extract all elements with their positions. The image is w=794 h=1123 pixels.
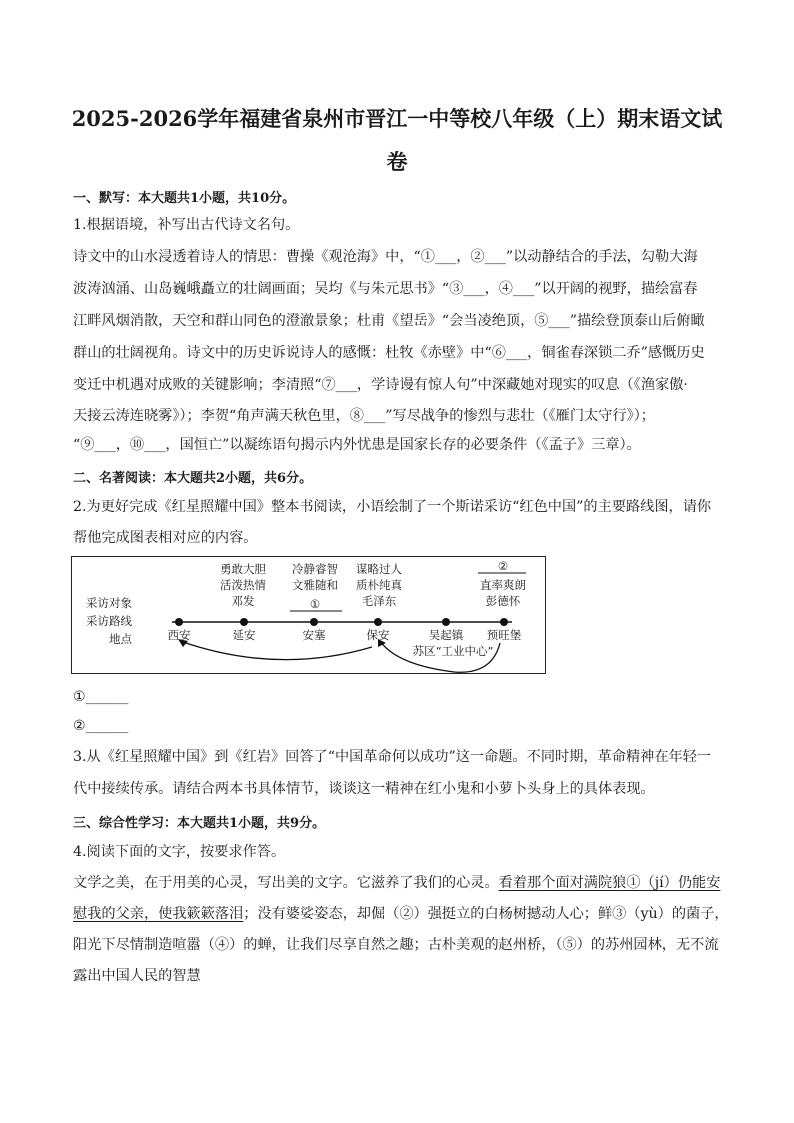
q3-text-line: 3.从《红星照耀中国》到《红岩》回答了“中国革命何以成功”这一命题。不同时期，革命精神在年轻一 bbox=[73, 749, 712, 765]
q1-text-line: 天接云涛连晓雾》）；李贺“角声满天秋色里，⑧___”写尽战争的惨烈与悲壮（《雁门太守行》）； bbox=[73, 408, 655, 424]
passage-text: 文学之美，在于用美的心灵，写出美的文字。它滋养了我们的心灵。 bbox=[73, 875, 499, 891]
passage-underlined: 慰我的父亲，使我簌簌落泪 bbox=[73, 906, 244, 922]
route-node bbox=[374, 618, 382, 626]
section3-heading: 三、综合性学习：本大题共1小题，共9分。 bbox=[73, 816, 326, 831]
passage-line bbox=[73, 904, 729, 924]
q1-stem: 1.根据语境，补写出古代诗文名句。 bbox=[73, 217, 300, 233]
passage-underlined: 看着那个面对满院狼①（jí）仍能安 bbox=[498, 875, 721, 891]
route-diagram bbox=[71, 556, 546, 674]
q4-stem: 4.阅读下面的文字，按要求作答。 bbox=[73, 844, 286, 860]
q1-text-line: 诗文中的山水浸透着诗人的情思：曹操《观沧海》中，“①___，②___”以动静结合的手法，勾勒大海 bbox=[73, 249, 698, 265]
q2-text-line: 2.为更好完成《红星照耀中国》整本书阅读，小语绘制了一个斯诺采访“红色中国”的主要路线图，请你 bbox=[73, 499, 712, 515]
route-node bbox=[310, 618, 318, 626]
q1-text-line: “⑨___，⑩___，国恒亡”以凝练语句揭示内外忧患是国家长存的必要条件（《孟子》三章）。 bbox=[73, 437, 641, 453]
q1-text-line: 波涛汹涌、山岛巍峨矗立的壮阔画面；吴均《与朱元思书》“③___，④___”以开阔的视野，描绘富春 bbox=[73, 281, 698, 297]
row-label-route: 采访路线 bbox=[86, 614, 132, 628]
route-node bbox=[500, 618, 508, 626]
q1-text-line: 江畔风烟消散，天空和群山同色的澄澈景象；杜甫《望岳》“会当凌绝顶，⑤___”描绘登顶泰山后俯瞰 bbox=[73, 313, 705, 329]
trait-text: 谋略过人 bbox=[356, 562, 402, 576]
trait-text: 文雅随和 bbox=[292, 578, 338, 592]
subject-name: 邓发 bbox=[231, 594, 255, 608]
passage-line bbox=[73, 873, 723, 893]
passage-line: 阳光下尽情制造喧嚣（④）的蝉，让我们尽享自然之趣；古朴美观的赵州桥，（⑤）的苏州园林，无不流 bbox=[73, 937, 719, 953]
blank-marker-2: ② bbox=[497, 559, 509, 573]
place-label: 吴起镇 bbox=[428, 628, 464, 642]
row-label-place: 地点 bbox=[109, 632, 132, 646]
section2-heading: 二、名著阅读：本大题共2小题，共6分。 bbox=[73, 471, 313, 486]
passage-line: 露出中国人民的智慧 bbox=[73, 968, 201, 984]
q3-text-line: 代中接续传承。请结合两本书具体情节，谈谈这一精神在红小鬼和小萝卜头身上的具体表现。 bbox=[73, 781, 655, 797]
route-node bbox=[442, 618, 450, 626]
blank-marker-1: ① bbox=[309, 597, 321, 611]
q1-text-line: 变迁中机遇对成败的关键影响；李清照“⑦___，学诗谩有惊人句”中深藏她对现实的叹息（《渔家傲· bbox=[73, 377, 688, 393]
trait-text: 活泼热情 bbox=[220, 578, 266, 592]
passage-text: ；没有婆娑姿态，却倔（②）强挺立的白杨树撼动人心；鲜③（yù）的菌子， bbox=[243, 906, 729, 922]
answer-line-2: ②______ bbox=[73, 718, 129, 734]
row-label-subject: 采访对象 bbox=[86, 596, 132, 610]
subject-name: 彭德怀 bbox=[485, 594, 521, 608]
route-node bbox=[240, 618, 248, 626]
exam-title-line2: 卷 bbox=[386, 149, 408, 174]
place-label: 延安 bbox=[232, 628, 256, 642]
place-label: 保安 bbox=[366, 628, 390, 642]
route-node bbox=[175, 618, 183, 626]
trait-text: 勇敢大胆 bbox=[220, 562, 266, 576]
trait-text: 直率爽朗 bbox=[480, 578, 526, 592]
answer-line-1: ①______ bbox=[73, 689, 129, 705]
subject-name: 毛泽东 bbox=[361, 594, 397, 608]
place-label: 预旺堡 bbox=[486, 628, 522, 642]
q2-text-line: 帮他完成图表相对应的内容。 bbox=[73, 530, 258, 546]
exam-title-line1: 2025-2026学年福建省泉州市晋江一中等校八年级（上）期末语文试 bbox=[71, 106, 723, 131]
route-arc-left bbox=[180, 641, 372, 660]
trait-text: 质朴纯真 bbox=[356, 578, 402, 592]
q1-text-line: 群山的壮阔视角。诗文中的历史诉说诗人的感慨：杜牧《赤壁》中“⑥___，铜雀春深锁二乔”感慨历史 bbox=[73, 345, 705, 361]
place-label: 安塞 bbox=[302, 628, 326, 642]
trait-text: 冷静睿智 bbox=[292, 562, 338, 576]
section1-heading: 一、默写：本大题共1小题，共10分。 bbox=[73, 191, 296, 206]
place-label: 西安 bbox=[167, 628, 191, 642]
region-label: 苏区“工业中心” bbox=[412, 644, 494, 658]
